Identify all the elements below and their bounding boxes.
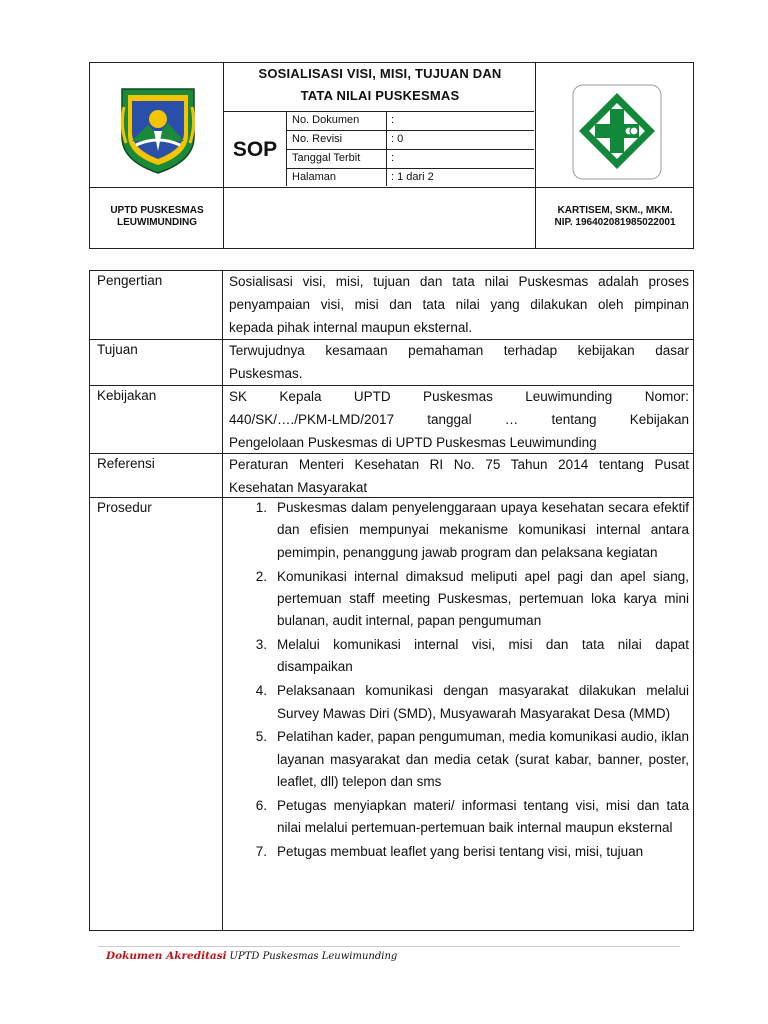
organization-name — [90, 205, 224, 229]
procedure-steps — [229, 497, 689, 865]
meta-row-no-revisi — [287, 130, 535, 149]
document-title-line2: TATA NILAI PUSKESMAS — [300, 88, 460, 103]
meta-row-no-dokumen — [287, 111, 535, 130]
section-text-tujuan — [229, 339, 689, 385]
step-text: Petugas menyiapkan materi/ informasi tentang visi, misi dan tata nilai melalui pertemuan-pertemuan baik internal maupun eksternal — [277, 797, 689, 836]
procedure-step — [229, 634, 689, 679]
footer-rule — [98, 946, 680, 947]
meta-label: No. Dokumen — [292, 114, 360, 126]
kabupaten-majalengka-logo — [118, 85, 198, 175]
document-title-line1: SOSIALISASI VISI, MISI, TUJUAN DAN — [258, 66, 502, 81]
meta-row-tanggal-terbit — [287, 149, 535, 168]
meta-row-halaman — [287, 168, 535, 187]
step-number: 7. — [255, 843, 267, 859]
meta-label: No. Revisi — [292, 133, 343, 145]
text-line: kepada pihak internal maupun eksternal. — [229, 320, 473, 335]
step-text: Petugas membuat leaflet yang berisi tentang visi, misi, tujuan — [277, 843, 644, 859]
procedure-step — [229, 497, 689, 564]
signer-nip: NIP. 196402081985022001 — [554, 217, 676, 228]
text-line: Sosialisasi visi, misi, tujuan dan tata nilai Puskesmas adalah proses — [229, 274, 689, 289]
procedure-step — [229, 680, 689, 725]
text-line: penyampaian visi, misi dan tata nilai yang dilakukan oleh pimpinan — [229, 297, 689, 312]
step-number: 6. — [255, 797, 267, 813]
puskesmas-logo — [571, 83, 663, 181]
signer-block — [536, 205, 694, 229]
text-line: SK Kepala UPTD Puskesmas Leuwimunding Nomor: — [229, 389, 689, 404]
procedure-step — [229, 726, 689, 793]
section-text-kebijakan — [229, 385, 689, 454]
section-text-referensi — [229, 453, 689, 499]
text-line: 440/SK/…./PKM-LMD/2017 tanggal … tentang Kebijakan — [229, 412, 689, 427]
section-label-tujuan: Tujuan — [97, 342, 138, 357]
org-line: LEUWIMUNDING — [117, 217, 197, 228]
section-text-pengertian — [229, 270, 689, 339]
section-label-kebijakan: Kebijakan — [97, 388, 157, 403]
step-text: Melalui komunikasi internal visi, misi dan tata nilai dapat disampaikan — [277, 637, 689, 675]
step-text: Komunikasi internal dimaksud meliputi apel pagi dan apel siang, pertemuan staff meeting Puskesmas, pertemuan loka karya mini bulanan, audit internal, papan pengumuman — [277, 568, 689, 629]
meta-value: : — [391, 114, 395, 126]
text-line: Terwujudnya kesamaan pemahaman terhadap kebijakan dasar — [229, 343, 689, 358]
meta-value: : 1 dari 2 — [391, 171, 434, 183]
footer — [106, 950, 397, 962]
sop-content-table — [89, 270, 694, 931]
step-number: 2. — [255, 568, 267, 584]
meta-value: : — [391, 152, 395, 164]
step-number: 1. — [255, 500, 267, 515]
meta-value: : 0 — [391, 133, 404, 145]
text-line: Puskesmas. — [229, 366, 303, 381]
step-number: 3. — [255, 637, 267, 653]
signer-name: KARTISEM, SKM., MKM. — [557, 205, 673, 216]
meta-label: Halaman — [292, 171, 337, 183]
step-number: 4. — [255, 683, 267, 699]
section-label-prosedur: Prosedur — [97, 500, 152, 515]
procedure-step — [229, 795, 689, 840]
procedure-step — [229, 566, 689, 633]
meta-label: Tanggal Terbit — [292, 152, 361, 164]
step-text: Pelatihan kader, papan pengumuman, media komunikasi audio, iklan layanan masyarakat dan media cetak (surat kabar, banner, poster, leaflet, dll) telepon dan sms — [277, 729, 690, 790]
sop-label: SOP — [232, 138, 278, 161]
step-text: Puskesmas dalam penyelenggaraan upaya kesehatan secara efektif dan efisien mempunyai mekanisme komunikasi internal antara pemimpin, penanggung jawab program dan pelaksana kegiatan — [277, 500, 689, 560]
procedure-step — [229, 841, 689, 863]
header-divider — [90, 187, 693, 188]
text-line: Pengelolaan Puskesmas di UPTD Puskesmas Leuwimunding — [229, 435, 597, 450]
footer-organization: UPTD Puskesmas Leuwimunding — [229, 951, 398, 962]
section-label-referensi: Referensi — [97, 456, 155, 471]
section-label-pengertian: Pengertian — [97, 273, 163, 288]
text-line: Kesehatan Masyarakat — [229, 480, 368, 495]
step-text: Pelaksanaan komunikasi dengan masyarakat dilakukan melalui Survey Mawas Diri (SMD), Musyawarah Masyarakat Desa (MMD) — [277, 683, 689, 721]
sop-header-table — [89, 62, 694, 249]
step-number: 5. — [255, 729, 267, 745]
org-line: UPTD PUSKESMAS — [110, 205, 204, 216]
footer-label: Dokumen Akreditasi — [106, 950, 227, 962]
column-divider — [222, 271, 223, 930]
text-line: Peraturan Menteri Kesehatan RI No. 75 Tahun 2014 tentang Pusat — [229, 457, 689, 472]
